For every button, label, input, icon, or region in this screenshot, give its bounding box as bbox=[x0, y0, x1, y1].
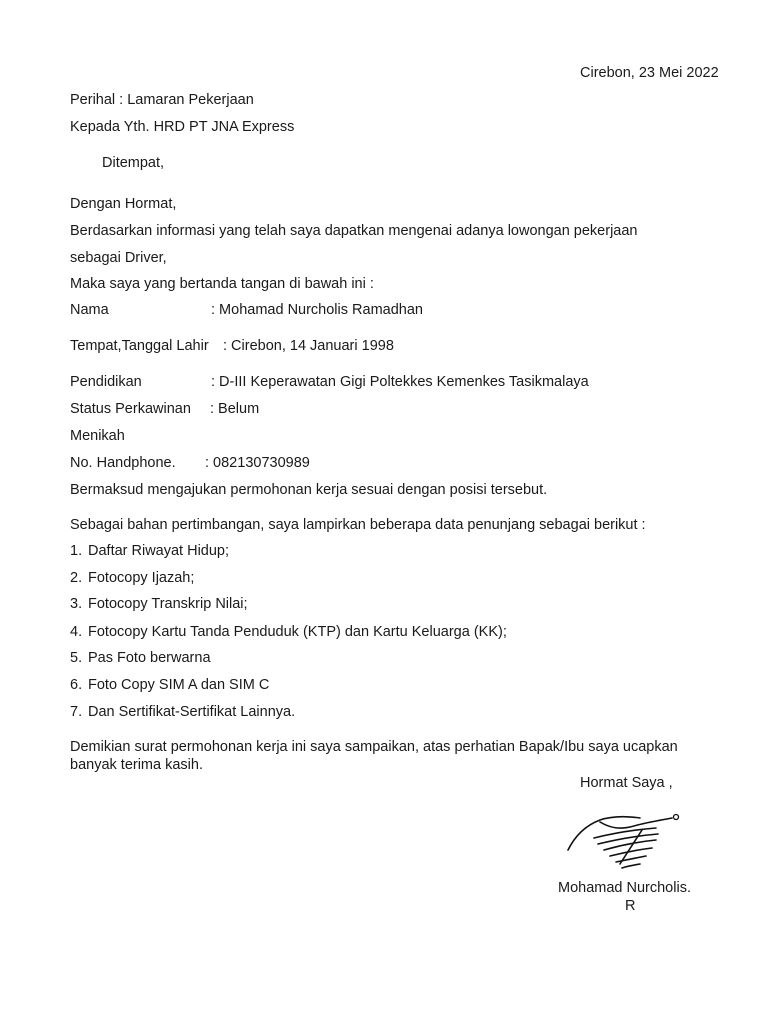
attachments-intro: Sebagai bahan pertimbangan, saya lampirkan beberapa data penunjang sebagai berikut : bbox=[70, 517, 646, 533]
letter-recipient: Kepada Yth. HRD PT JNA Express bbox=[70, 119, 295, 135]
field-birth-value: : Cirebon, 14 Januari 1998 bbox=[223, 338, 394, 354]
list-item bbox=[70, 542, 229, 560]
field-education-label: Pendidikan bbox=[70, 374, 142, 390]
letter-date: Cirebon, 23 Mei 2022 bbox=[580, 65, 719, 81]
list-item-number: 1. bbox=[70, 543, 83, 559]
list-item bbox=[70, 676, 269, 694]
list-item-text: Pas Foto berwarna bbox=[88, 650, 211, 666]
list-item-text: Fotocopy Transkrip Nilai; bbox=[88, 596, 248, 612]
list-item-text: Fotocopy Kartu Tanda Penduduk (KTP) dan Kartu Keluarga (KK); bbox=[88, 624, 507, 640]
list-item-number: 6. bbox=[70, 677, 83, 693]
list-item-text: Daftar Riwayat Hidup; bbox=[88, 543, 230, 559]
list-item-text: Fotocopy Ijazah; bbox=[88, 570, 195, 586]
field-phone-label: No. Handphone. bbox=[70, 455, 176, 471]
letter-greeting: Dengan Hormat, bbox=[70, 196, 177, 212]
list-item-text: Dan Sertifikat-Sertifikat Lainnya. bbox=[88, 704, 296, 720]
declaration-line: Maka saya yang bertanda tangan di bawah ini : bbox=[70, 276, 374, 292]
regards-line: Hormat Saya , bbox=[580, 775, 673, 791]
list-item-number: 4. bbox=[70, 624, 83, 640]
list-item-number: 3. bbox=[70, 596, 83, 612]
field-education-value: : D-III Keperawatan Gigi Poltekkes Kemenkes Tasikmalaya bbox=[211, 374, 589, 390]
list-item-number: 5. bbox=[70, 650, 83, 666]
intro-line-1: Berdasarkan informasi yang telah saya dapatkan mengenai adanya lowongan pekerjaan bbox=[70, 223, 638, 239]
signer-name: Mohamad Nurcholis. bbox=[558, 880, 691, 896]
field-marital-continuation: Menikah bbox=[70, 428, 125, 444]
letter-place: Ditempat, bbox=[102, 155, 165, 171]
signature-dot bbox=[674, 815, 679, 820]
signer-name-suffix: R bbox=[625, 898, 636, 914]
letter-subject: Perihal : Lamaran Pekerjaan bbox=[70, 92, 254, 108]
field-name-value: : Mohamad Nurcholis Ramadhan bbox=[211, 302, 423, 318]
list-item bbox=[70, 595, 248, 613]
field-name-label: Nama bbox=[70, 302, 109, 318]
field-marital-value: : Belum bbox=[210, 401, 260, 417]
list-item-number: 2. bbox=[70, 570, 83, 586]
field-phone-value: : 082130730989 bbox=[205, 455, 310, 471]
intent-line: Bermaksud mengajukan permohonan kerja sesuai dengan posisi tersebut. bbox=[70, 482, 548, 498]
list-item-number: 7. bbox=[70, 704, 83, 720]
closing-line-2: banyak terima kasih. bbox=[70, 757, 203, 773]
field-birth-label: Tempat,Tanggal Lahir bbox=[70, 338, 209, 354]
list-item bbox=[70, 703, 295, 721]
closing-line-1: Demikian surat permohonan kerja ini saya sampaikan, atas perhatian Bapak/Ibu saya ucapkan bbox=[70, 739, 678, 755]
intro-line-2: sebagai Driver, bbox=[70, 250, 167, 266]
list-item bbox=[70, 623, 507, 641]
field-marital-label: Status Perkawinan bbox=[70, 401, 191, 417]
signature-image bbox=[560, 808, 690, 878]
list-item-text: Foto Copy SIM A dan SIM C bbox=[88, 677, 270, 693]
list-item bbox=[70, 649, 211, 667]
list-item bbox=[70, 569, 194, 587]
